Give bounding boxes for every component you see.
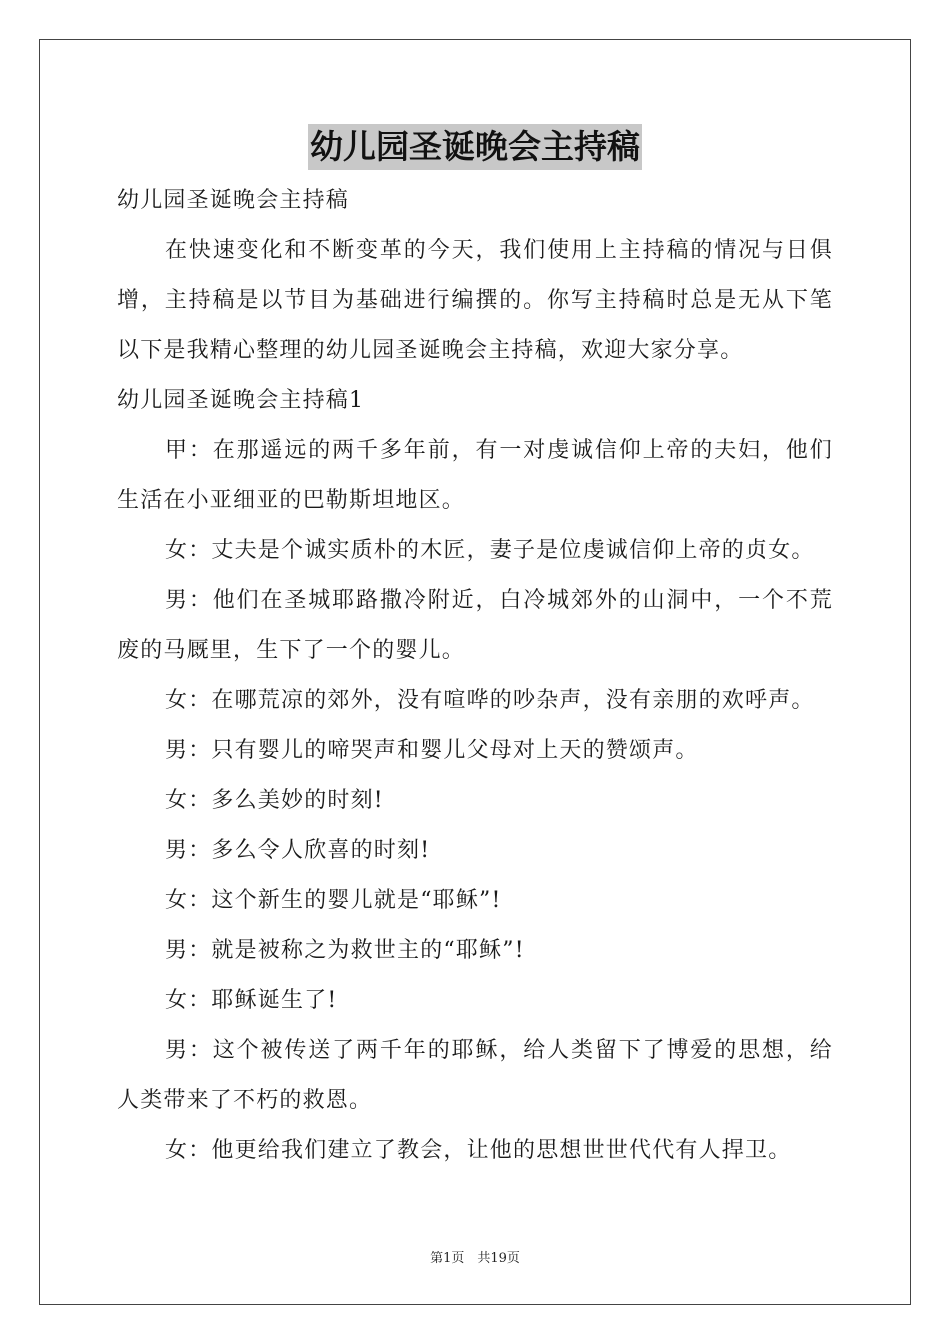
paragraph: 女：他更给我们建立了教会，让他的思想世世代代有人捍卫。	[165, 1138, 792, 1163]
document-title	[0, 124, 950, 170]
paragraph: 在快速变化和不断变革的今天，我们使用上主持稿的情况与日俱增，主持稿是以节目为基础进行编撰的。你写主持稿时总是无从下笔以下是我精心整理的幼儿园圣诞晚会主持稿，欢迎大家分享。	[117, 238, 833, 363]
paragraph: 男：就是被称之为救世主的“耶稣”!	[165, 938, 525, 963]
paragraph: 男：多么令人欣喜的时刻!	[165, 838, 431, 863]
paragraph: 男：他们在圣城耶路撒冷附近，白冷城郊外的山洞中，一个不荒废的马厩里，生下了一个的婴儿。	[117, 588, 833, 663]
paragraph: 甲：在那遥远的两千多年前，有一对虔诚信仰上帝的夫妇，他们生活在小亚细亚的巴勒斯坦地区。	[117, 438, 833, 513]
paragraph: 女：丈夫是个诚实质朴的木匠，妻子是位虔诚信仰上帝的贞女。	[165, 538, 815, 563]
paragraph: 男：只有婴儿的啼哭声和婴儿父母对上天的赞颂声。	[165, 738, 699, 763]
paragraph: 女：在哪荒凉的郊外，没有喧哗的吵杂声，没有亲朋的欢呼声。	[165, 688, 815, 713]
paragraph: 幼儿园圣诞晚会主持稿1	[117, 388, 365, 413]
document-title-text: 幼儿园圣诞晚会主持稿	[308, 124, 642, 170]
paragraph: 男：这个被传送了两千年的耶稣，给人类留下了博爱的思想，给人类带来了不朽的救恩。	[117, 1038, 833, 1113]
paragraph: 女：多么美妙的时刻!	[165, 788, 384, 813]
paragraph: 幼儿园圣诞晚会主持稿	[117, 188, 350, 213]
paragraph: 女：耶稣诞生了!	[165, 988, 338, 1013]
paragraph: 女：这个新生的婴儿就是“耶稣”!	[165, 888, 502, 913]
page-number-footer: 第1页 共19页	[430, 1251, 520, 1266]
document-body	[117, 176, 833, 1176]
